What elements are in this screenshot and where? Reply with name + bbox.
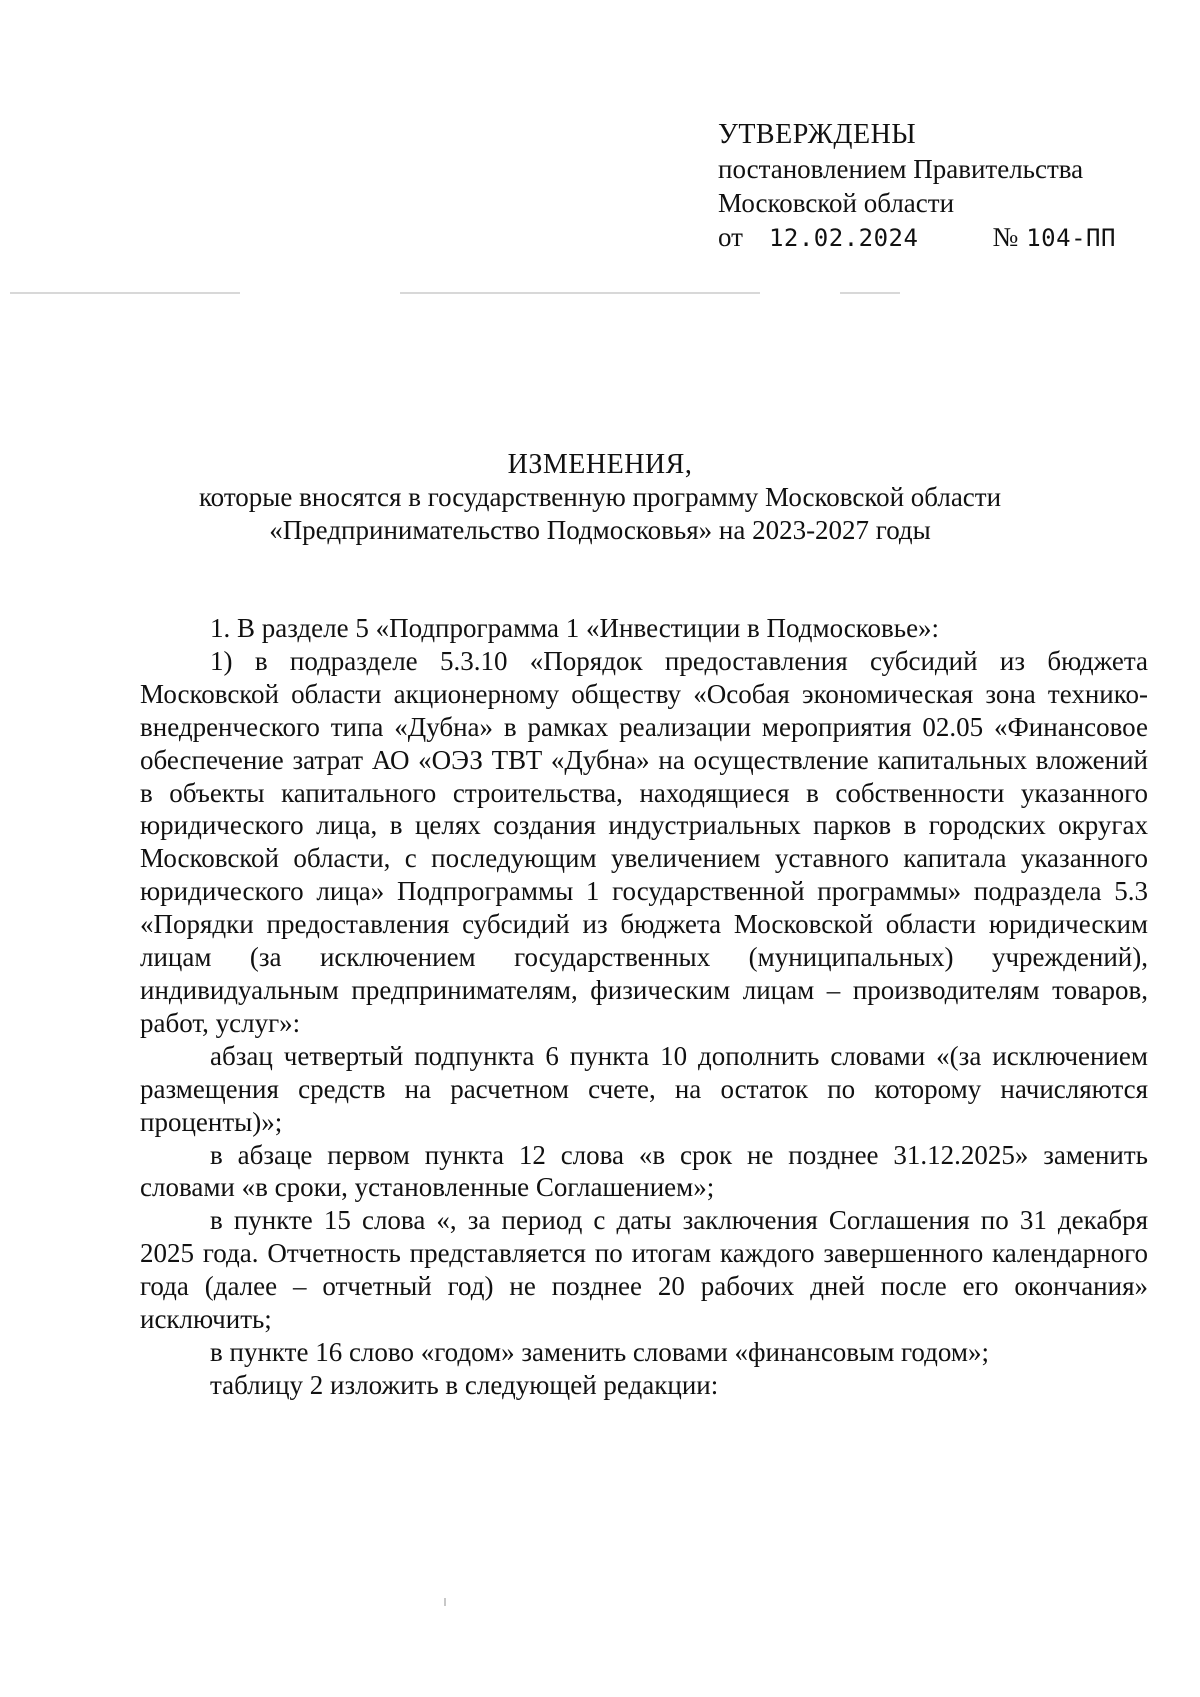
approval-line-resolution: постановлением Правительства [718, 154, 1084, 184]
paragraph: таблицу 2 изложить в следующей редакции: [210, 1369, 719, 1400]
approval-date: 12.02.2024 [768, 224, 919, 252]
approval-stamp [718, 118, 1116, 255]
scan-artifact-line [400, 292, 760, 294]
scan-speck [444, 1598, 446, 1606]
approval-number: 104-ПП [1026, 224, 1116, 252]
paragraph: 1. В разделе 5 «Подпрограмма 1 «Инвестиции в Подмосковье»: [210, 613, 940, 643]
heading-subtitle-line: которые вносятся в государственную программу Московской области [198, 482, 1002, 512]
number-sign: № [992, 222, 1019, 252]
scan-artifact-line [10, 292, 240, 294]
heading-subtitle-line: «Предпринимательство Подмосковья» на 2023-2027 годы [269, 515, 931, 545]
paragraph: в пункте 15 слова «, за период с даты заключения Соглашения по 31 декабря 2025 года. Отчетность представляется по итогам каждого завершенного календарного года (далее – отчетный год) не позднее 20 рабочих дней после его окончания» исключить; [140, 1205, 1148, 1335]
approval-line-region: Московской области [718, 188, 955, 218]
document-heading [140, 448, 1060, 547]
approval-title: УТВЕРЖДЕНЫ [718, 119, 917, 150]
date-prefix: от [718, 222, 743, 252]
paragraph: абзац четвертый подпункта 6 пункта 10 дополнить словами «(за исключением размещения средств на расчетном счете, на остаток по которому начисляются проценты)»; [140, 1040, 1148, 1137]
scan-artifact-line [840, 292, 900, 294]
paragraph: в абзаце первом пункта 12 слова «в срок не позднее 31.12.2025» заменить словами «в сроки, установленные Соглашением»; [140, 1139, 1148, 1203]
paragraph: в пункте 16 слово «годом» заменить словами «финансовым годом»; [210, 1336, 989, 1367]
paragraph: 1) в подразделе 5.3.10 «Порядок предоставления субсидий из бюджета Московской области акционерному обществу «Особая экономическая зона технико-внедренческого типа «Дубна» в рамках реализации мероприятия 02.05 «Финансовое обеспечение затрат АО «ОЭЗ ТВТ «Дубна» на осуществление капитальных вложений в объекты капитального строительства, находящиеся в собственности указанного юридического лица, в целях создания индустриальных парков в городских округах Московской области, с последующим увеличением уставного капитала указанного юридического лица» Подпрограммы 1 государственной программы» подраздела 5.3 «Порядки предоставления субсидий из бюджета Московской области юридическим лицам (за исключением государственных (муниципальных) учреждений), индивидуальным предпринимателям, физическим лицам – производителям товаров, работ, услуг»: [140, 645, 1148, 1038]
heading-title: ИЗМЕНЕНИЯ, [507, 449, 693, 480]
document-body [140, 612, 1148, 1402]
approval-date-line [718, 220, 1116, 255]
